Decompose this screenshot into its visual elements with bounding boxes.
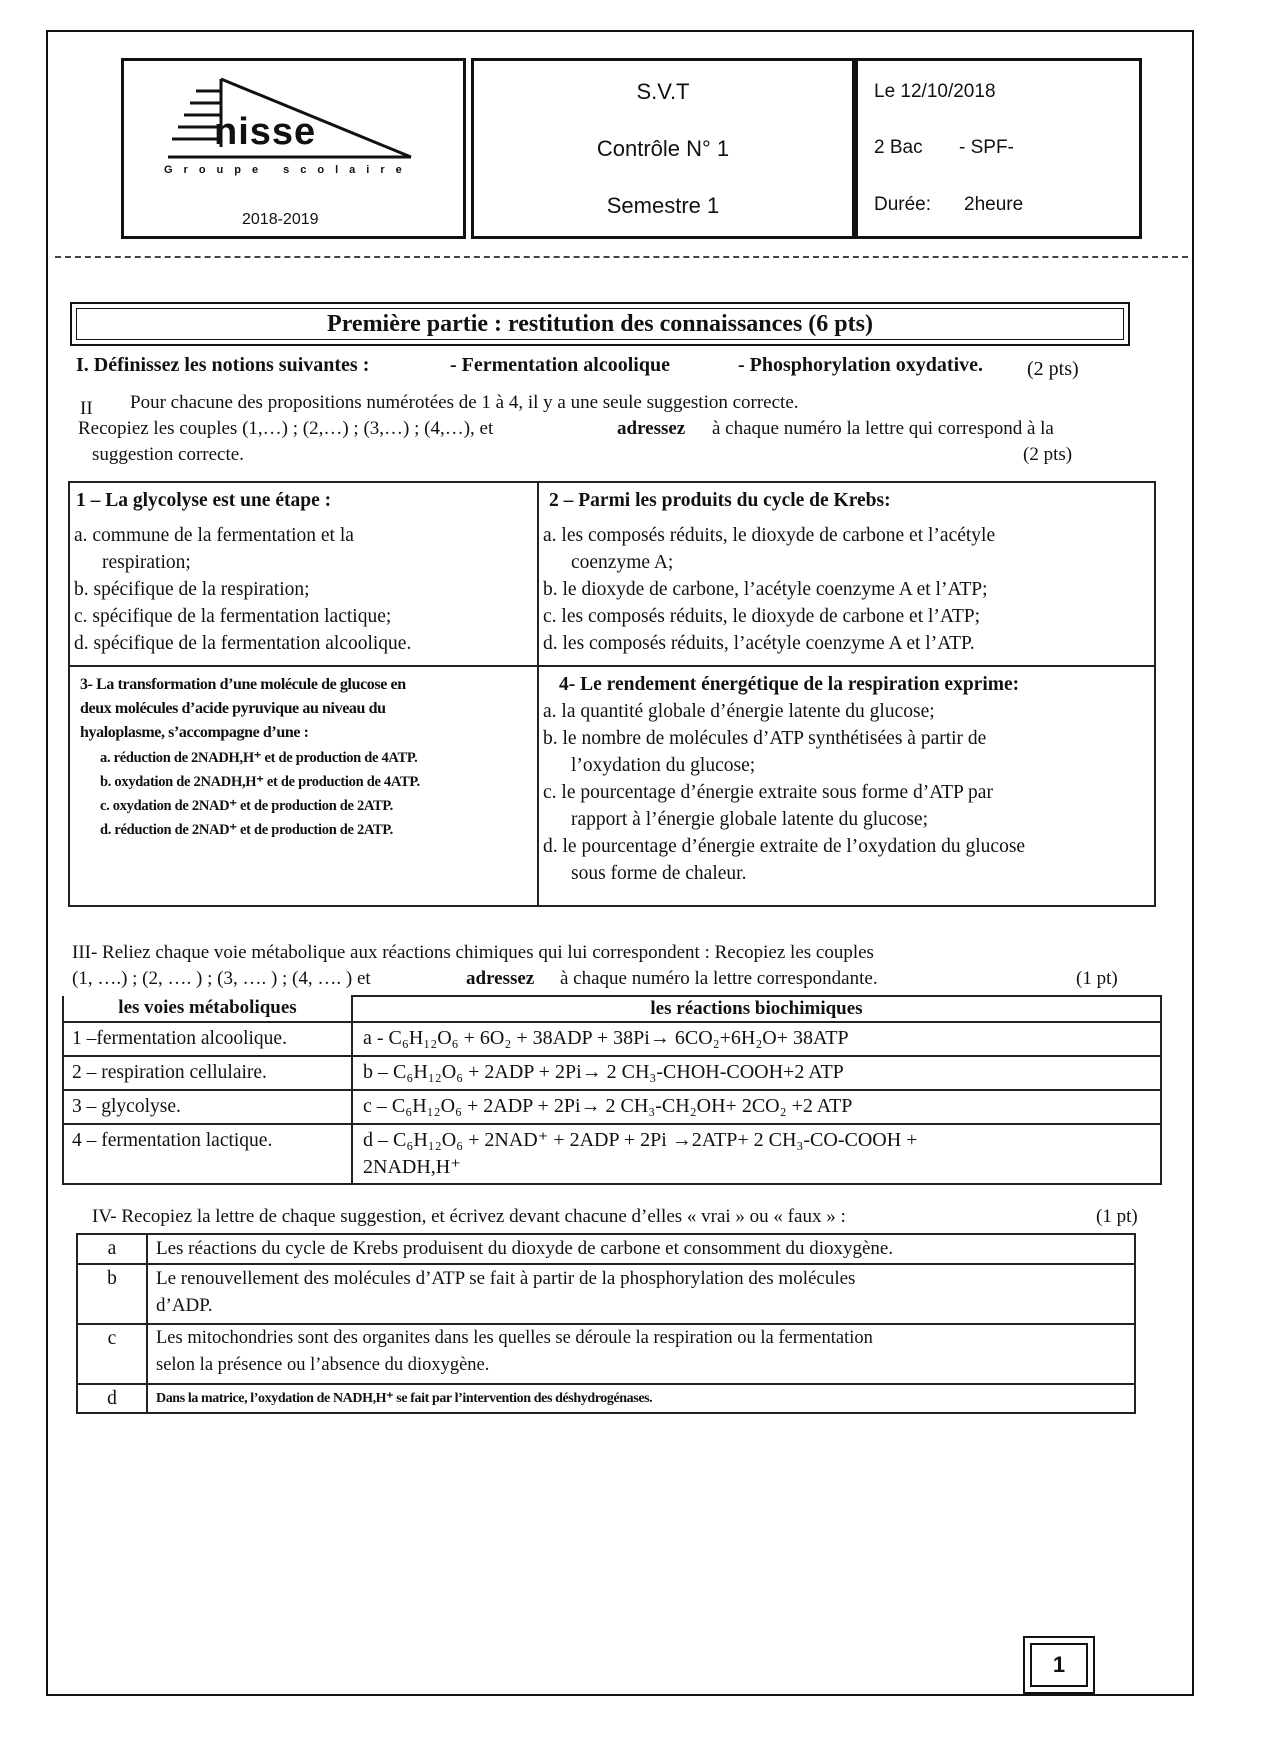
duration-value: 2heure [964,194,1024,215]
q4-statement-b: Le renouvellement des molécules d’ATP se fait à partir de la phosphorylation des molécules d’ADP. [147,1264,1135,1324]
mcq-1-option-a: a. commune de la fermentation et la [74,525,354,546]
header-info-box [855,58,1142,239]
page-number: 1 [1052,1652,1066,1677]
q3-instruction-2a: (1, ….) ; (2, …. ) ; (3, …. ) ; (4, …. ) et [72,968,371,989]
q2-instruction-1: Pour chacune des propositions numérotées de 1 à 4, il y a une seule suggestion correcte. [130,392,799,413]
class-level: 2 Bac [874,137,923,158]
q4-statement-a: Les réactions du cycle de Krebs produisent du dioxyde de carbone et consomment du dioxygène. [147,1234,1135,1264]
q1-points: (2 pts) [1027,358,1079,380]
q4-statement-d: Dans la matrice, l’oxydation de NADH,H⁺ se fait par l’intervention des déshydrogénases. [147,1384,1135,1413]
class-stream: - SPF- [959,137,1014,158]
mcq-box-1 [69,482,538,666]
q3-way-1: 1 –fermentation alcoolique. [63,1022,352,1056]
mcq-3-option-c: c. oxydation de 2NAD⁺ et de production de 2ATP. [100,798,393,814]
mcq-2-option-a: a. les composés réduits, le dioxyde de carbone et l’acétyle [543,525,996,546]
part-title-box [70,302,1130,346]
q1-notion-1: - Fermentation alcoolique [450,354,670,376]
q3-reaction-b: b – C₆H₁₂O₆ + 2ADP + 2Pi→ 2 CH₃-CHOH-COOH+2 ATP [352,1056,1161,1090]
mcq-1-title: 1 – La glycolyse est une étape : [76,490,332,511]
q3-matching-table [62,995,1162,1185]
q2-instruction-2c: à chaque numéro la lettre qui correspond à la [712,418,1054,439]
q4-letter-b: b [77,1264,147,1324]
mcq-2-option-a-cont: coenzyme A; [571,552,674,573]
q3-reaction-a: a - C₆H₁₂O₆ + 6O₂ + 38ADP + 38Pi→ 6CO₂+6H₂O+ 38ATP [352,1022,1161,1056]
mcq-3-title-3: hyaloplasme, s’accompagne d’une : [80,724,309,741]
q3-reaction-d: d – C₆H₁₂O₆ + 2NAD⁺ + 2ADP + 2Pi →2ATP+ 2 CH₃-CO-COOH + 2NADH,H⁺ [352,1124,1161,1184]
logo-name: nisse [214,111,317,153]
mcq-3-title-1: 3- La transformation d’une molécule de glucose en [80,676,406,693]
mcq-2-title: 2 – Parmi les produits du cycle de Krebs: [549,490,891,511]
q2-number: II [80,398,93,419]
q4-statement-c: Les mitochondries sont des organites dans les quelles se déroule la respiration ou la fermentation selon la présence ou l’absence du dioxygène. [147,1324,1135,1384]
q4-letter-d: d [77,1384,147,1413]
q3-way-2: 2 – respiration cellulaire. [63,1056,352,1090]
mcq-4-option-c: c. le pourcentage d’énergie extraite sous forme d’ATP par [543,782,993,803]
school-year: 2018-2019 [242,211,319,228]
mcq-3-title-2: deux molécules d’acide pyruvique au niveau du [80,700,386,717]
q3-instruction-1: III- Reliez chaque voie métabolique aux réactions chimiques qui lui correspondent : Recopiez les couples [72,942,874,963]
duration-label: Durée: [874,194,932,215]
q2-instruction-2b: adressez [617,418,686,439]
mcq-1-option-c: c. spécifique de la fermentation lactique; [74,606,392,627]
part-title: Première partie : restitution des connaissances (6 pts) [327,311,873,337]
logo-tagline: Groupe scolaire [164,164,413,176]
q1-label: I. Définissez les notions suivantes : [76,354,370,376]
q4-letter-c: c [77,1324,147,1384]
mcq-4-option-d-cont: sous forme de chaleur. [571,863,747,884]
mcq-4-option-c-cont: rapport à l’énergie globale latente du glucose; [571,809,928,830]
q3-instruction-2c: à chaque numéro la lettre correspondante. [560,968,878,989]
q2-instruction-3: suggestion correcte. [92,444,244,465]
mcq-4-option-d: d. le pourcentage d’énergie extraite de l’oxydation du glucose [543,836,1026,857]
mcq-2-option-d: d. les composés réduits, l’acétyle coenzyme A et l’ATP. [543,633,975,654]
q4-points: (1 pt) [1096,1206,1138,1227]
q3-instruction-2b: adressez [466,968,535,989]
mcq-4-title: 4- Le rendement énergétique de la respiration exprime: [559,674,1020,695]
q1-notion-2: - Phosphorylation oxydative. [738,354,984,376]
q2-points: (2 pts) [1023,444,1073,465]
mcq-1-option-d: d. spécifique de la fermentation alcoolique. [74,633,412,654]
q4-true-false-table [76,1233,1136,1414]
subject: S.V.T [636,79,690,104]
mcq-3-option-d: d. réduction de 2NAD⁺ et de production de 2ATP. [100,822,393,838]
mcq-1-option-a-cont: respiration; [102,552,191,573]
mcq-box-2 [538,482,1155,666]
q4-letter-a: a [77,1234,147,1264]
exam-title: Contrôle N° 1 [596,136,730,161]
q3-way-3: 3 – glycolyse. [63,1090,352,1124]
q2-mcq-table [68,481,1156,907]
q3-col-header-reactions: les réactions biochimiques [352,996,1161,1022]
q3-points: (1 pt) [1076,968,1118,989]
exam-date: Le 12/10/2018 [874,81,996,102]
header-logo-box [121,58,466,239]
mcq-box-3 [69,666,538,906]
q3-way-4: 4 – fermentation lactique. [63,1124,352,1184]
q2-instruction-2a: Recopiez les couples (1,…) ; (2,…) ; (3,…) ; (4,…), et [78,418,494,439]
mcq-3-option-b: b. oxydation de 2NADH,H⁺ et de production de 4ATP. [100,774,420,790]
page-number-box [1023,1636,1095,1694]
header-subject-box [471,58,855,239]
mcq-4-option-a: a. la quantité globale d’énergie latente du glucose; [543,701,935,722]
q4-instruction: IV- Recopiez la lettre de chaque suggestion, et écrivez devant chacune d’elles « vrai » ou « faux » : [92,1206,846,1227]
q3-col-header-ways: les voies métaboliques [63,996,352,1022]
semester: Semestre 1 [606,193,720,218]
mcq-4-option-b: b. le nombre de molécules d’ATP synthétisées à partir de [543,728,987,749]
header-separator [55,256,1188,258]
mcq-4-option-b-cont: l’oxydation du glucose; [571,755,756,776]
mcq-3-option-a: a. réduction de 2NADH,H⁺ et de production de 4ATP. [100,750,418,766]
q3-reaction-c: c – C₆H₁₂O₆ + 2ADP + 2Pi→ 2 CH₃-CH₂OH+ 2CO₂ +2 ATP [352,1090,1161,1124]
mcq-box-4 [538,666,1155,906]
mcq-2-option-b: b. le dioxyde de carbone, l’acétyle coenzyme A et l’ATP; [543,579,988,600]
mcq-1-option-b: b. spécifique de la respiration; [74,579,310,600]
mcq-2-option-c: c. les composés réduits, le dioxyde de carbone et l’ATP; [543,606,981,627]
